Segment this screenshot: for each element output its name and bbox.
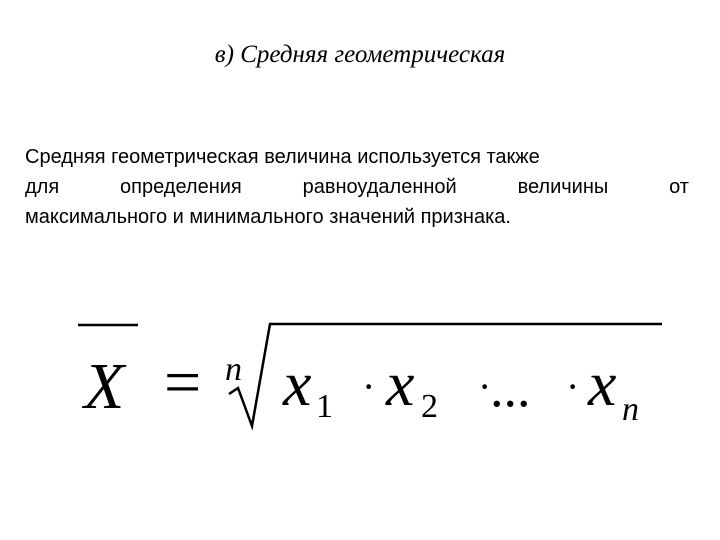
factor-base: x [588, 348, 617, 419]
paragraph-word: определения [120, 176, 242, 198]
slide-title: в) Средняя геометрическая [214, 41, 506, 68]
paragraph-word: величины [517, 176, 609, 198]
equals-sign: = [164, 346, 202, 419]
paragraph-line-1: Средняя геометрическая величина используется также [25, 146, 540, 168]
factor-subscript: 1 [316, 388, 333, 425]
factor-subscript: n [622, 391, 639, 428]
paragraph-word: равноудаленной [302, 176, 457, 198]
paragraph-line-3: максимального и минимального значений признака. [25, 206, 511, 228]
formula-svg [0, 300, 720, 440]
factor-subscript: 2 [421, 388, 438, 425]
paragraph-word: для [25, 176, 60, 198]
factor-base: x [386, 348, 415, 419]
root-index: n [225, 351, 242, 388]
ellipsis: ... [490, 358, 531, 418]
definition-paragraph [25, 142, 689, 232]
mean-symbol: X [84, 350, 125, 423]
mult-dot: · [478, 364, 492, 409]
factor-base: x [283, 348, 312, 419]
paragraph-word: от [669, 176, 689, 198]
mult-dot: · [362, 364, 376, 409]
mult-dot: · [566, 364, 580, 409]
paragraph-line-2 [25, 172, 689, 202]
geometric-mean-formula [0, 300, 720, 440]
